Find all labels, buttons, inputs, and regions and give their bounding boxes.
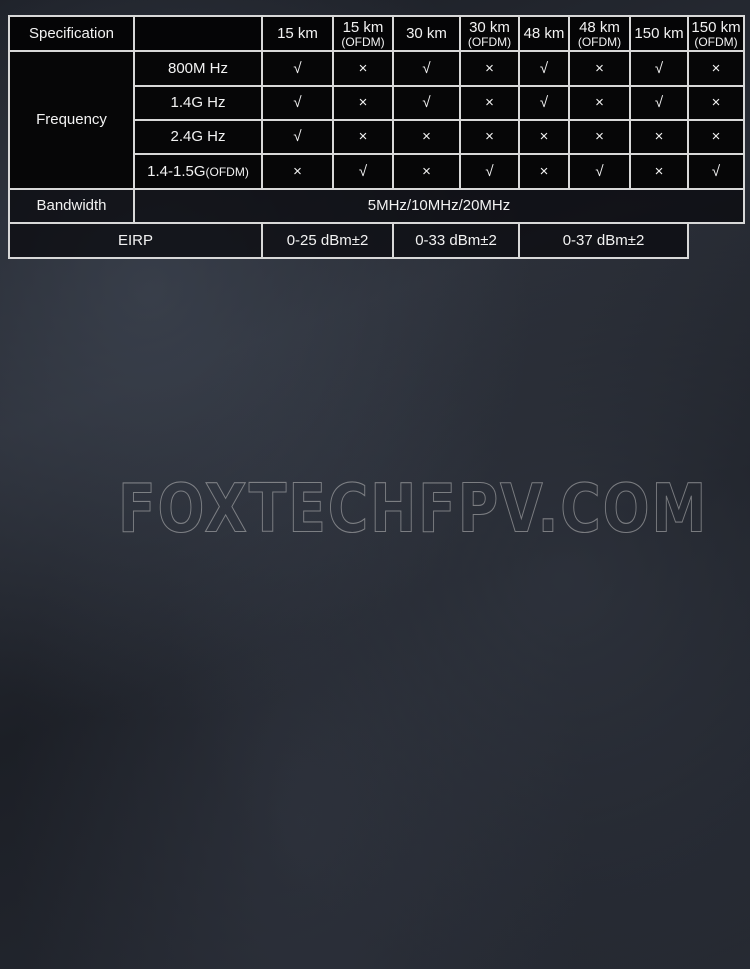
column-header: 48 km	[519, 16, 569, 51]
support-mark: ×	[688, 51, 744, 86]
frequency-band: 2.4G Hz	[134, 120, 262, 154]
support-mark: ×	[393, 154, 460, 189]
eirp-value: 0-25 dBm±2	[262, 223, 393, 258]
support-mark: ×	[519, 154, 569, 189]
support-mark: √	[630, 51, 688, 86]
support-mark: √	[262, 86, 333, 120]
support-mark: √	[519, 51, 569, 86]
support-mark: √	[688, 154, 744, 189]
support-mark: ×	[262, 154, 333, 189]
watermark-text: FOXTECHFPV.COM	[118, 470, 709, 549]
support-mark: ×	[393, 120, 460, 154]
support-mark: ×	[460, 51, 519, 86]
frequency-band: 1.4-1.5G(OFDM)	[134, 154, 262, 189]
support-mark: ×	[460, 120, 519, 154]
support-mark: ×	[569, 51, 630, 86]
eirp-label: EIRP	[9, 223, 262, 258]
specification-table	[8, 15, 745, 259]
bandwidth-label: Bandwidth	[9, 189, 134, 223]
eirp-row	[9, 223, 744, 258]
support-mark: √	[393, 51, 460, 86]
support-mark: √	[569, 154, 630, 189]
support-mark: ×	[569, 120, 630, 154]
support-mark: ×	[688, 86, 744, 120]
column-header: 48 km (OFDM)	[569, 16, 630, 51]
column-header: 15 km	[262, 16, 333, 51]
frequency-row	[9, 51, 744, 86]
eirp-value: 0-37 dBm±2	[519, 223, 688, 258]
support-mark: √	[393, 86, 460, 120]
support-mark: ×	[460, 86, 519, 120]
support-mark: ×	[630, 154, 688, 189]
column-header: 30 km (OFDM)	[460, 16, 519, 51]
support-mark: ×	[333, 86, 393, 120]
eirp-value: 0-33 dBm±2	[393, 223, 519, 258]
support-mark: √	[333, 154, 393, 189]
support-mark: ×	[630, 120, 688, 154]
support-mark: √	[630, 86, 688, 120]
support-mark: ×	[333, 51, 393, 86]
support-mark: √	[262, 51, 333, 86]
header-row	[9, 16, 744, 51]
column-header: 15 km (OFDM)	[333, 16, 393, 51]
column-header: 30 km	[393, 16, 460, 51]
support-mark: ×	[333, 120, 393, 154]
blank-header-cell	[134, 16, 262, 51]
frequency-band: 800M Hz	[134, 51, 262, 86]
column-header: 150 km (OFDM)	[688, 16, 744, 51]
bandwidth-value: 5MHz/10MHz/20MHz	[134, 189, 744, 223]
support-mark: √	[262, 120, 333, 154]
support-mark: ×	[688, 120, 744, 154]
support-mark: ×	[569, 86, 630, 120]
support-mark: ×	[519, 120, 569, 154]
frequency-band: 1.4G Hz	[134, 86, 262, 120]
frequency-label: Frequency	[9, 51, 134, 189]
support-mark: √	[519, 86, 569, 120]
spec-header-cell: Specification	[9, 16, 134, 51]
bandwidth-row	[9, 189, 744, 223]
support-mark: √	[460, 154, 519, 189]
column-header: 150 km	[630, 16, 688, 51]
